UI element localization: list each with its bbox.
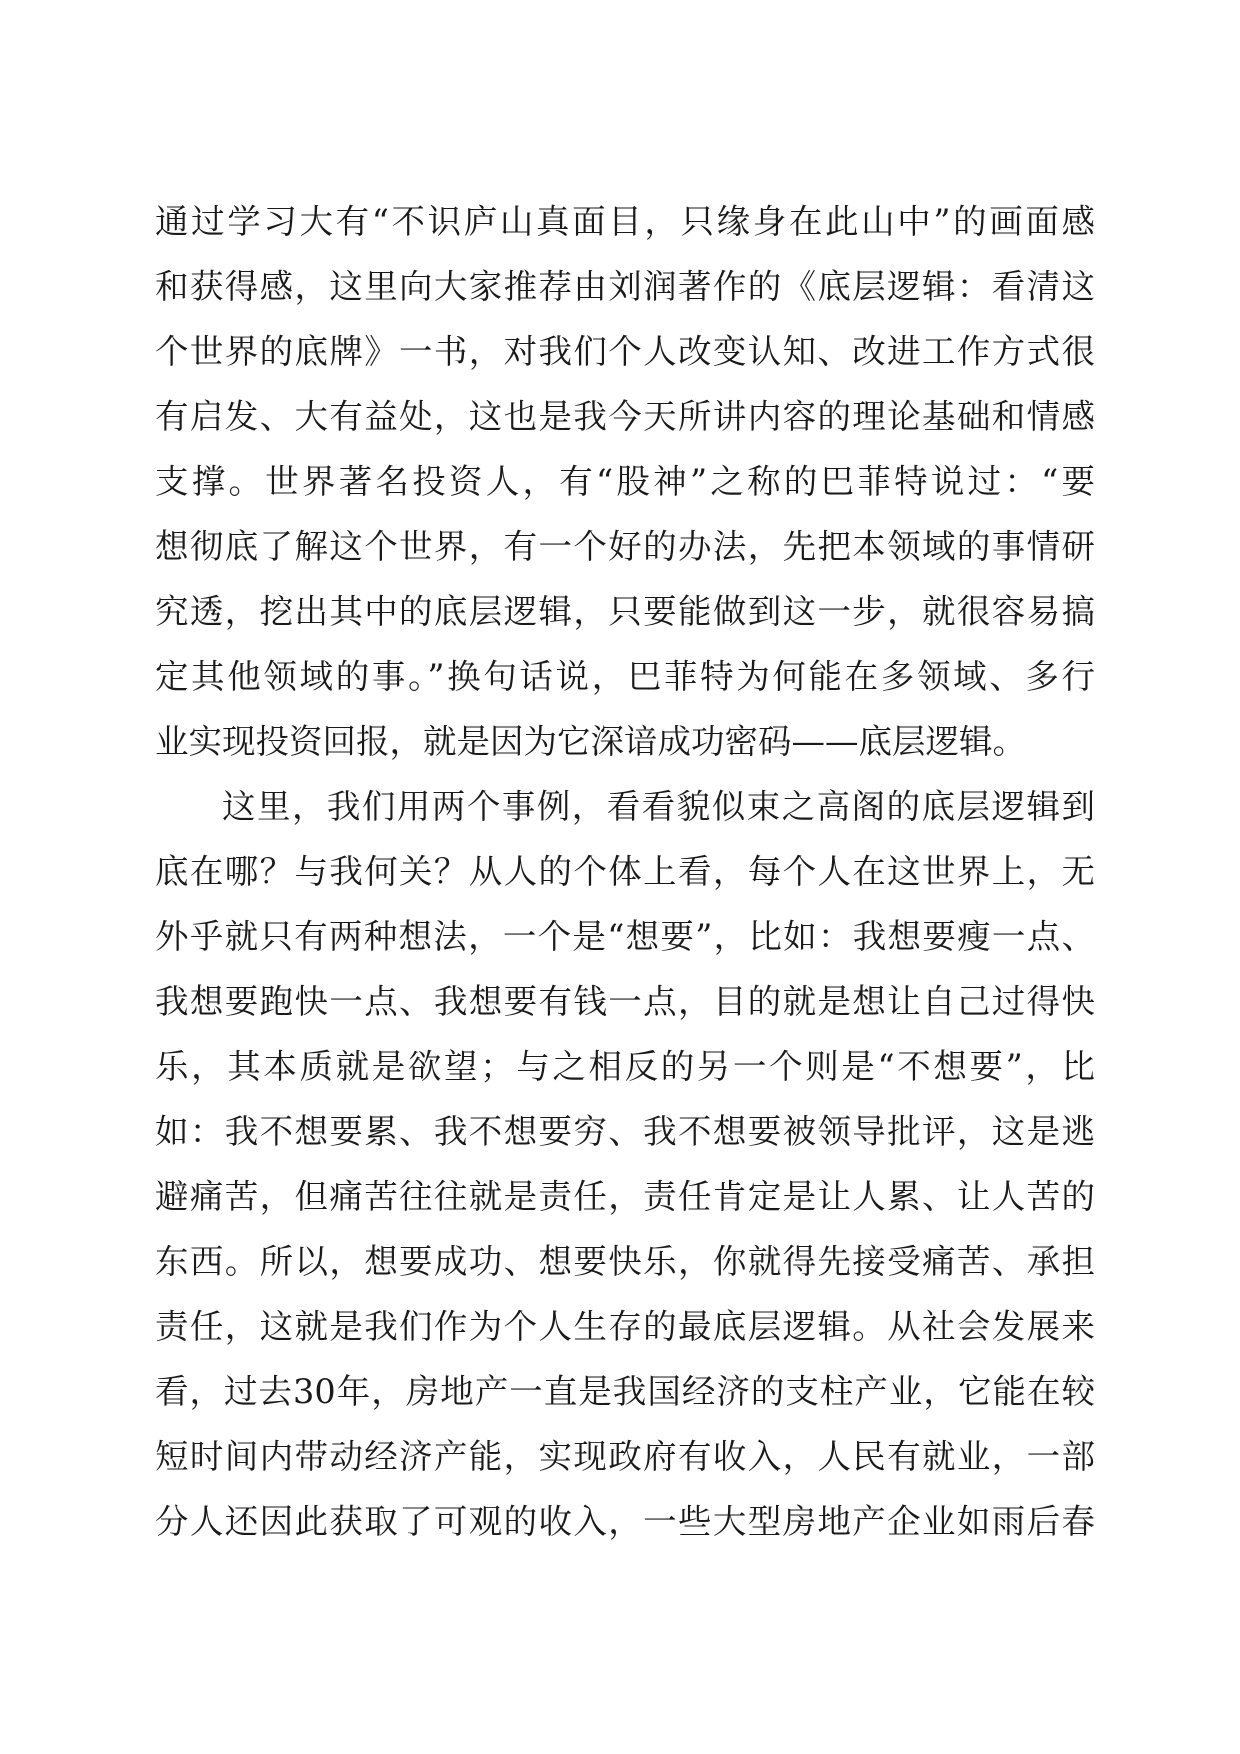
text-line: 乐，其本质就是欲望；与之相反的另一个则是“不想要”，比 (155, 1047, 1095, 1086)
paragraph-end-line: 业实现投资回报，就是因为它深谙成功密码——底层逻辑。 (155, 722, 1026, 761)
text-line: 分人还因此获取了可观的收入，一些大型房地产企业如雨后春 (155, 1502, 1095, 1541)
text-line: 和获得感，这里向大家推荐由刘润著作的《底层逻辑：看清这 (155, 267, 1095, 306)
text-line: 支撑。世界著名投资人，有“股神”之称的巴菲特说过：“要 (155, 462, 1095, 501)
body-text (155, 189, 1095, 1554)
paragraph-start-line: 这里，我们用两个事例，看看貌似束之高阁的底层逻辑到 (222, 787, 1095, 826)
text-line: 我想要跑快一点、我想要有钱一点，目的就是想让自己过得快 (155, 982, 1095, 1021)
text-line: 如：我不想要累、我不想要穷、我不想要被领导批评，这是逃 (155, 1112, 1095, 1151)
text-line: 通过学习大有“不识庐山真面目，只缘身在此山中”的画面感 (155, 202, 1095, 241)
text-line: 责任，这就是我们作为个人生存的最底层逻辑。从社会发展来 (155, 1307, 1095, 1346)
text-line: 个世界的底牌》一书，对我们个人改变认知、改进工作方式很 (155, 332, 1095, 371)
text-line: 想彻底了解这个世界，有一个好的办法，先把本领域的事情研 (155, 527, 1095, 566)
text-line: 看，过去30年，房地产一直是我国经济的支柱产业，它能在较 (155, 1372, 1095, 1411)
text-line: 避痛苦，但痛苦往往就是责任，责任肯定是让人累、让人苦的 (155, 1177, 1095, 1216)
text-line: 究透，挖出其中的底层逻辑，只要能做到这一步，就很容易搞 (155, 592, 1095, 631)
text-line: 东西。所以，想要成功、想要快乐，你就得先接受痛苦、承担 (155, 1242, 1095, 1281)
text-line: 定其他领域的事。”换句话说，巴菲特为何能在多领域、多行 (155, 657, 1095, 696)
text-line: 外乎就只有两种想法，一个是“想要”，比如：我想要瘦一点、 (155, 917, 1095, 956)
text-line: 短时间内带动经济产能，实现政府有收入，人民有就业，一部 (155, 1437, 1095, 1476)
text-line: 有启发、大有益处，这也是我今天所讲内容的理论基础和情感 (155, 397, 1095, 436)
text-line: 底在哪？与我何关？从人的个体上看，每个人在这世界上，无 (155, 852, 1095, 891)
